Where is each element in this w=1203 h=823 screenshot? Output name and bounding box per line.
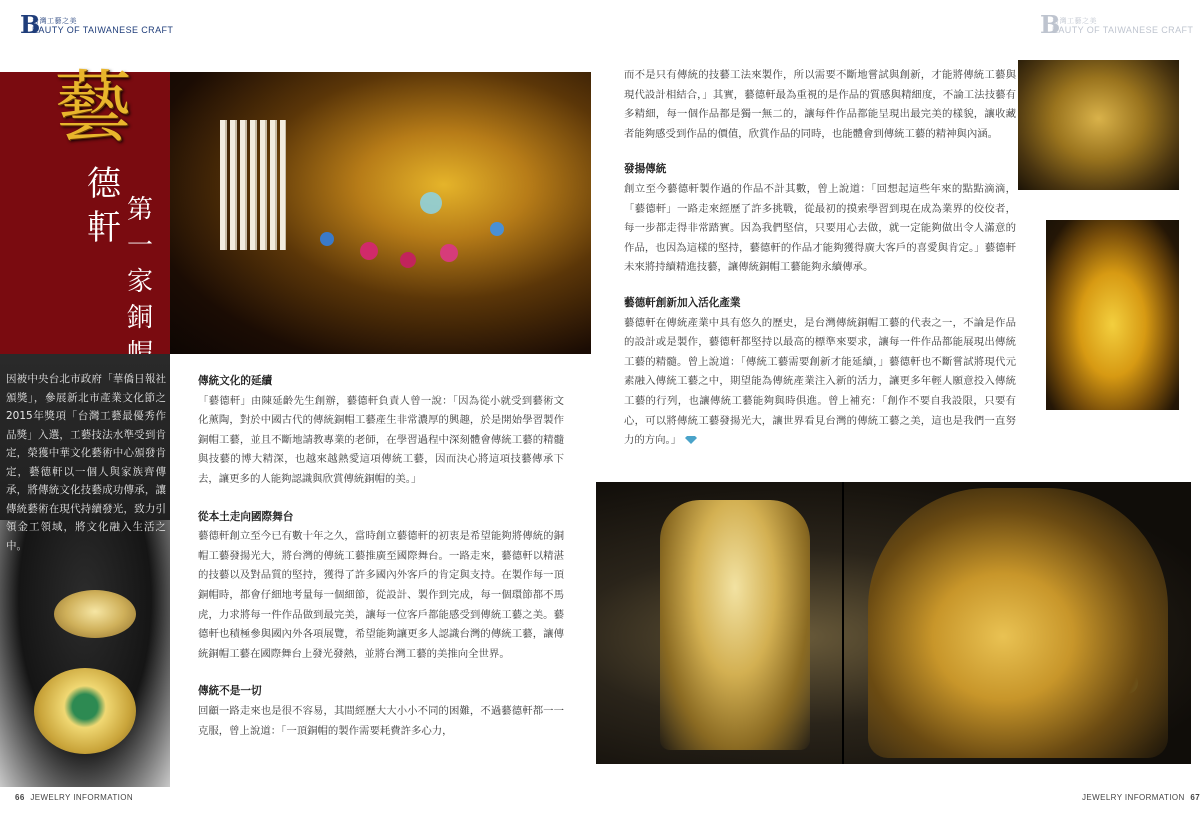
section-heading: 傳統不是一切 bbox=[198, 685, 262, 698]
footer-label: JEWELRY INFORMATION bbox=[1082, 793, 1185, 802]
golden-helmet-photo bbox=[1046, 220, 1179, 410]
footer-right bbox=[1082, 793, 1203, 802]
section-body: 創立至今藝德軒製作過的作品不計其數，曾上說道：「回想起這些年來的點點滴滴，「藝德軒」一路走來經歷了許多挑戰，從最初的摸索學習到現在成為業界的佼佼者，每一步都走得非常踏實。因為我們堅信，只要用心去做，就一定能夠做出令人滿意的作品，也因為這樣的堅持，藝德軒的作品才能夠獲得廣大客戶的喜愛與肯定。」藝德軒未來將持續精進技藝，讓傳統銅帽工藝能夠永續傳承。 bbox=[624, 182, 1016, 274]
subtitle-vertical bbox=[120, 192, 160, 372]
left-article-column bbox=[198, 372, 564, 741]
logo-small-text: 台灣工藝之美 bbox=[1052, 17, 1097, 25]
section-body: 「藝德軒」由陳延齡先生創辦，藝德軒負責人曾一說：「因為從小就受到藝術文化薰陶，對於中國古代的傳統銅帽工藝產生非常濃厚的興趣，於是開始學習製作銅帽工藝，並且不斷地請教專業的老師，在學習過程中深刻體會傳統工藝的精髓與技藝的博大精深，也越來越熱愛這項傳統工藝，因而決心將這項技藝傳承下去，讓更多的人能夠認識與欣賞傳統銅帽的美。」 bbox=[198, 394, 564, 485]
subtitle-char: 第 bbox=[126, 195, 153, 225]
section-body: 回顧一路走來也是很不容易，其間經歷大大小小不同的困難，不過藝德軒都一一克服，曾上說道：「一頂銅帽的製作需要耗費許多心力， bbox=[198, 704, 564, 737]
section-body-text: 藝德軒在傳統產業中具有悠久的歷史，是台灣傳統銅帽工藝的代表之一，不論是作品的設計或是製作，藝德軒都堅持以最高的標準來要求，讓每一件作品都能展現出傳統工藝的精髓。曾上說道：「傳統工藝需要創新才能延續，」藝德軒也不斷嘗試將現代元素融入傳統工藝之中，期望能為傳統產業注入新的活力，讓更多年輕人願意投入傳統工藝的行列，也讓傳統工藝能夠與時俱進。曾上補充：「創作不要自我設限，只要有心，可以將傳統工藝發揚光大，讓世界看見台灣的傳統工藝之美，這也是我們一直努力的方向。」 bbox=[624, 316, 1016, 447]
section-heading: 藝德軒創新加入活化產業 bbox=[624, 296, 741, 309]
logo-big-text: EAUTY OF TAIWANESE CRAFT bbox=[32, 25, 174, 35]
section-heading: 發揚傳統 bbox=[624, 163, 667, 176]
right-article-column bbox=[624, 66, 1016, 451]
footer-left bbox=[12, 793, 133, 802]
subtitle-char: 家 bbox=[126, 267, 153, 297]
pearl-strands bbox=[220, 120, 286, 250]
crown-left bbox=[660, 500, 810, 750]
page-number: 67 bbox=[1190, 793, 1201, 802]
title-char: 軒 bbox=[87, 208, 121, 248]
logo-letter: B bbox=[1040, 10, 1061, 39]
footer-label: JEWELRY INFORMATION bbox=[30, 793, 134, 802]
section-body: 藝德軒創立至今已有數十年之久，當時創立藝德軒的初衷是希望能夠將傳統的銅帽工藝發揚光大，將台灣的傳統工藝推廣至國際舞台。一路走來，藝德軒以精湛的技藝以及對品質的堅持，獲得了許多國內外客戶的肯定與支持。在製作每一頂銅帽時，都會仔細地考量每一個細節，從設計、製作到完成，每一個環節都不馬虎，力求將每一件作品做到最完美，讓每一位客戶都能感受到傳統工藝之美。藝德軒也積極參與國內外各項展覽，希望能夠讓更多人認識台灣的傳統工藝，讓傳統銅帽工藝在國際舞台上發光發熱，並將台灣工藝的美推向全世界。 bbox=[198, 530, 564, 660]
section-heading: 傳統文化的延續 bbox=[198, 375, 273, 387]
necklace-pendant bbox=[54, 590, 136, 638]
crown-right bbox=[868, 488, 1168, 758]
crown-detail-photo bbox=[1018, 60, 1179, 190]
logo-big-text: EAUTY OF TAIWANESE CRAFT bbox=[1052, 25, 1194, 35]
logo-small-text: 台灣工藝之美 bbox=[32, 17, 77, 25]
photo-divider bbox=[842, 482, 844, 764]
logo-letter: B bbox=[20, 10, 41, 39]
section-body bbox=[624, 314, 1016, 451]
section-heading: 從本土走向國際舞台 bbox=[198, 510, 294, 523]
title-char: 德 bbox=[87, 164, 121, 204]
title-big-char: 藝 bbox=[54, 63, 133, 153]
diamond-end-icon bbox=[685, 436, 697, 444]
page-number: 66 bbox=[15, 793, 25, 802]
lead-paragraph: 而不是只有傳統的技藝工法來製作，所以需要不斷地嘗試與創新，才能將傳統工藝與現代設計相結合，」其實，藝德軒最為重視的是作品的質感與精細度，不論工法技藝有多精細，每一個作品都是獨一無二的，讓每件作品都能呈現出最完美的樣貌，讓收藏者能夠感受到作品的價值，欣賞作品的同時，也能體會到傳統工藝的精神與內涵。 bbox=[624, 69, 1016, 140]
subtitle-char: 一 bbox=[126, 231, 153, 261]
header-logo-left bbox=[20, 10, 174, 39]
header-logo-right bbox=[1040, 10, 1194, 39]
ornament-plate bbox=[34, 668, 136, 754]
subtitle-char: 銅 bbox=[126, 303, 153, 333]
intro-paragraph: 因被中央台北市政府「華僑日報社頒獎」，參展新北市產業文化節之2015年獎項「台灣工藝最優秀作品獎」入選，工藝技法水準受到肯定，榮獲中華文化藝術中心頒發肯定，藝德軒以一個人與家族齊傳承，將傳統文化技藝成功傳承，讓傳統藝術在現代持續發光，致力引領金工領域，將文化融入生活之中。 bbox=[6, 373, 166, 552]
